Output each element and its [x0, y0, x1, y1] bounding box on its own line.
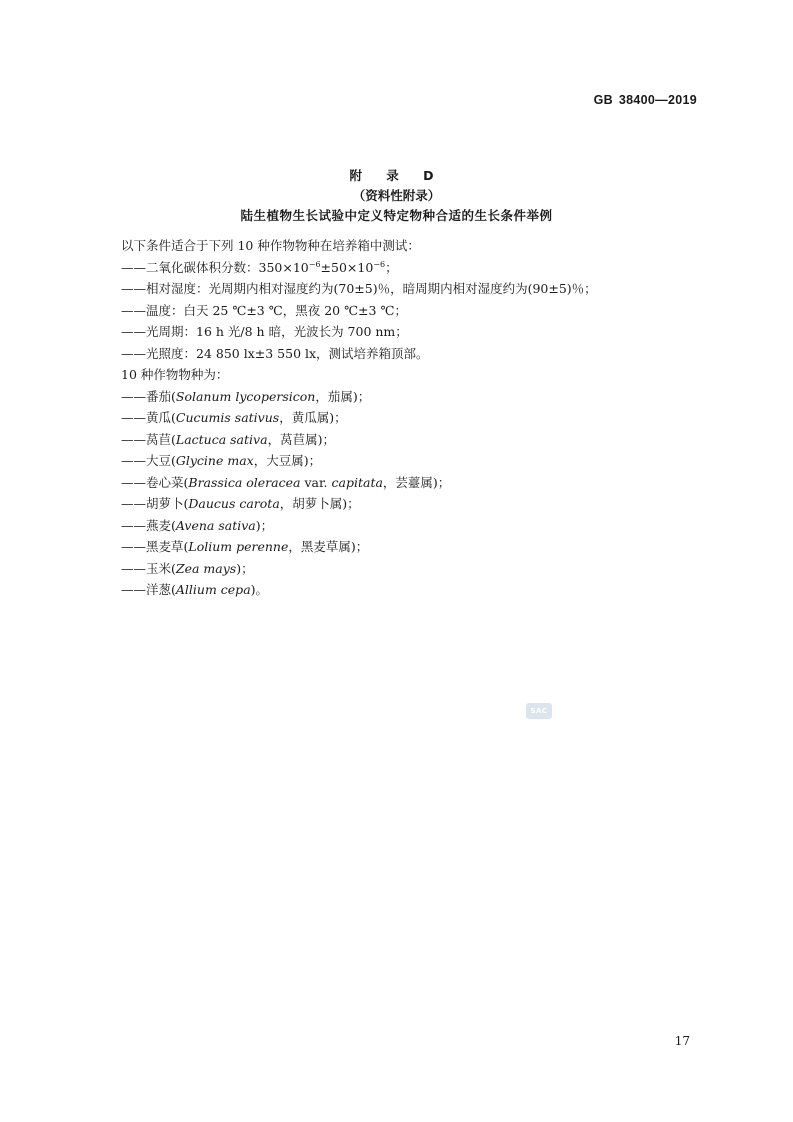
- species-common-name: ——洋葱(: [121, 582, 176, 597]
- species-genus: ，黄瓜属)；: [279, 410, 347, 425]
- condition-temperature: ——温度：白天 25 ℃±3 ℃，黑夜 20 ℃±3 ℃；: [121, 302, 407, 318]
- species-scientific-name: Brassica oleracea: [188, 474, 301, 490]
- species-scientific-name: Lolium perenne: [188, 539, 289, 554]
- species-genus: ，黑麦草属)；: [288, 539, 369, 554]
- co2-text-c: ；: [385, 259, 398, 275]
- species-genus: ，茄属)；: [315, 388, 371, 404]
- species-common-name: ——玉米(: [121, 560, 176, 576]
- standard-code-header: [594, 93, 697, 107]
- species-scientific-name: Daucus carota: [188, 496, 280, 511]
- list-item: [121, 493, 681, 515]
- list-item: [121, 429, 681, 451]
- list-item: [121, 450, 681, 472]
- condition-photoperiod: ——光周期：16 h 光/8 h 暗，光波长为 700 nm；: [121, 324, 408, 339]
- species-scientific-name: Solanum lycopersicon: [175, 388, 316, 404]
- standard-prefix: GB: [593, 93, 613, 107]
- condition-co2: [121, 257, 681, 279]
- species-variety-marker: var.: [300, 474, 332, 490]
- species-common-name: ——黄瓜(: [121, 410, 176, 425]
- species-genus: )。: [250, 582, 269, 597]
- species-common-name: ——胡萝卜(: [121, 496, 189, 511]
- list-item: [121, 386, 681, 408]
- list-item: [121, 472, 681, 494]
- list-item: [121, 407, 681, 429]
- species-common-name: ——大豆(: [121, 453, 176, 468]
- condition-humidity: ——相对湿度：光周期内相对湿度约为(70±5)％，暗周期内相对湿度约为(90±5)％；: [121, 281, 597, 296]
- list-item: [121, 558, 681, 580]
- species-scientific-name: Zea mays: [175, 560, 237, 576]
- species-intro: 10 种作物物种为：: [121, 367, 229, 382]
- appendix-body: [121, 235, 681, 601]
- appendix-note: （资料性附录）: [352, 188, 441, 203]
- co2-text-b: ±50×10: [320, 259, 374, 275]
- sac-watermark-logo: SAC: [526, 703, 552, 719]
- species-scientific-name: Cucumis sativus: [175, 410, 280, 425]
- appendix-title-block: [0, 166, 793, 226]
- list-item: [121, 515, 681, 537]
- appendix-heading: 陆生植物生长试验中定义特定物种合适的生长条件举例: [240, 208, 553, 223]
- species-scientific-name: Allium cepa: [175, 582, 251, 597]
- species-scientific-name: Lactuca sativa: [175, 431, 268, 447]
- list-item: [121, 536, 681, 558]
- species-common-name: ——黑麦草(: [121, 539, 189, 554]
- co2-exponent-1: −6: [308, 259, 321, 269]
- species-scientific-name: Avena sativa: [175, 517, 256, 533]
- intro-paragraph: 以下条件适合于下列 10 种作物物种在培养箱中测试：: [121, 238, 420, 253]
- species-genus: )；: [236, 560, 254, 576]
- co2-text-a: ——二氧化碳体积分数：350×10: [121, 259, 309, 275]
- standard-number: 38400—2019: [618, 93, 697, 107]
- condition-illuminance: ——光照度：24 850 lx±3 550 lx，测试培养箱顶部。: [121, 345, 429, 361]
- species-genus: ，莴苣属)；: [267, 431, 335, 447]
- species-scientific-name: Glycine max: [175, 453, 254, 468]
- species-variety-name: capitata: [331, 474, 383, 490]
- species-common-name: ——卷心菜(: [121, 474, 189, 490]
- species-genus: ，芸薹属)；: [382, 474, 451, 490]
- species-common-name: ——燕麦(: [121, 517, 176, 533]
- list-item: [121, 579, 681, 601]
- appendix-label: 附 录 D: [349, 168, 444, 183]
- species-genus: ，大豆属)；: [253, 453, 322, 468]
- page-number: 17: [674, 1034, 690, 1048]
- species-common-name: ——番茄(: [121, 388, 176, 404]
- species-common-name: ——莴苣(: [121, 431, 176, 447]
- species-genus: ，胡萝卜属)；: [279, 496, 360, 511]
- species-genus: )；: [255, 517, 274, 533]
- co2-exponent-2: −6: [373, 259, 386, 269]
